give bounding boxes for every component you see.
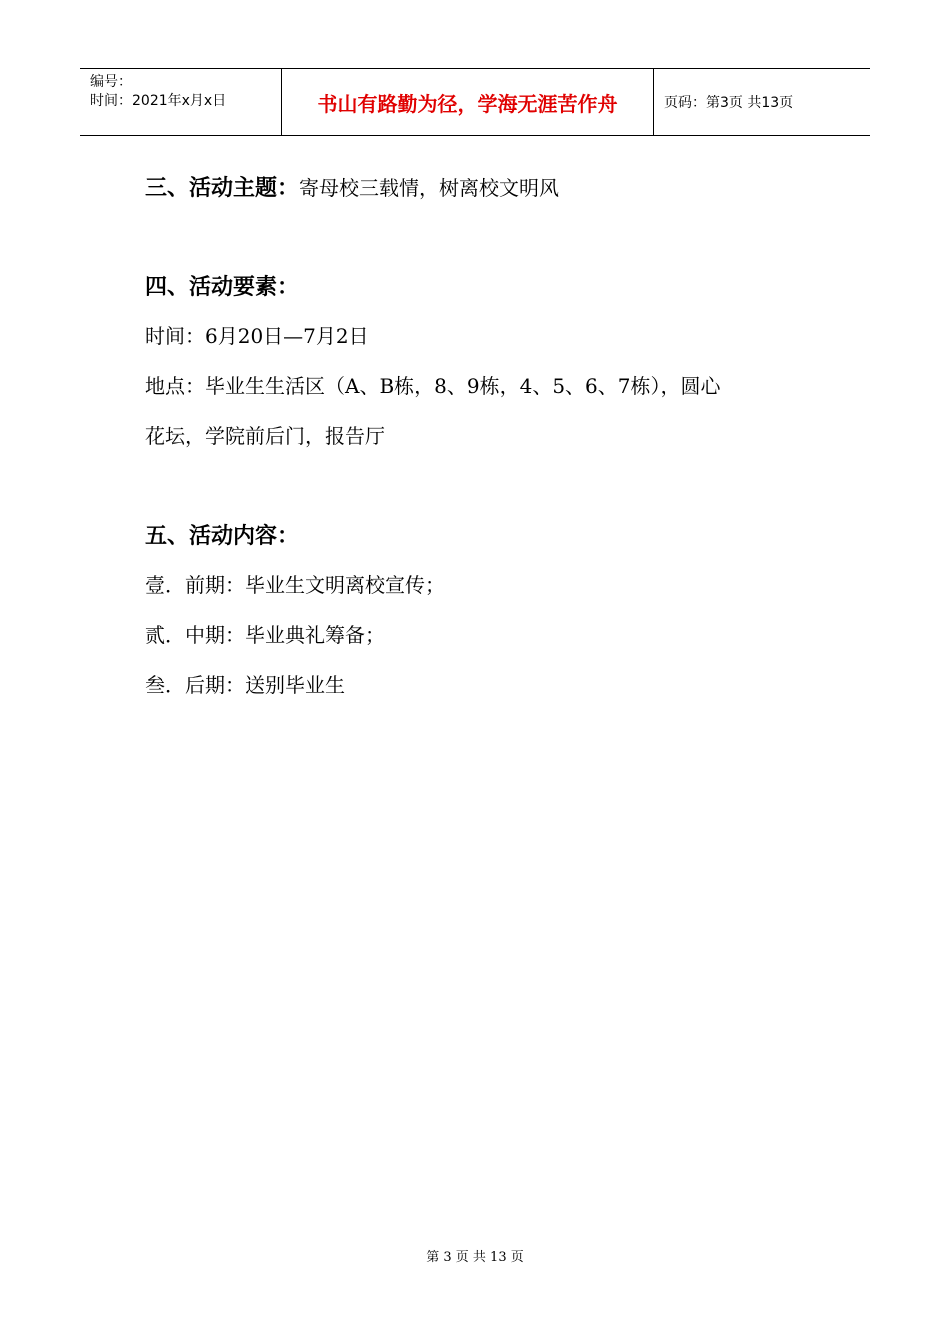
header-page-cell <box>654 69 870 135</box>
date-label: 时间：2021年x月x日 <box>90 93 227 109</box>
elements-heading: 四、活动要素： <box>145 275 300 300</box>
content-heading: 五、活动内容： <box>145 524 300 549</box>
theme-heading: 三、活动主题： <box>145 176 300 201</box>
document-header <box>80 68 870 136</box>
place-text-line-1: 地点：毕业生生活区（A、B栋，8、9栋，4、5、6、7栋），圆心 <box>145 374 721 398</box>
page-footer <box>0 1246 950 1265</box>
content-item-3: 叁．后期：送别毕业生 <box>145 673 345 697</box>
header-motto: 书山有路勤为径，学海无涯苦作舟 <box>317 91 618 116</box>
theme-text: 寄母校三载情，树离校文明风 <box>299 176 560 200</box>
theme-line <box>145 171 559 202</box>
header-meta-cell <box>80 69 281 135</box>
content-item-2: 贰．中期：毕业典礼筹备； <box>145 623 385 647</box>
number-label: 编号： <box>90 74 132 90</box>
place-text-line-2: 花坛，学院前后门，报告厅 <box>145 424 385 448</box>
content-item-1: 壹．前期：毕业生文明离校宣传； <box>145 573 445 597</box>
header-motto-cell <box>281 69 654 135</box>
time-text: 时间：6月20日—7月2日 <box>145 324 369 348</box>
header-page-info: 页码：第3页 共13页 <box>664 95 794 111</box>
footer-page-number: 第 3 页 共 13 页 <box>426 1250 524 1265</box>
